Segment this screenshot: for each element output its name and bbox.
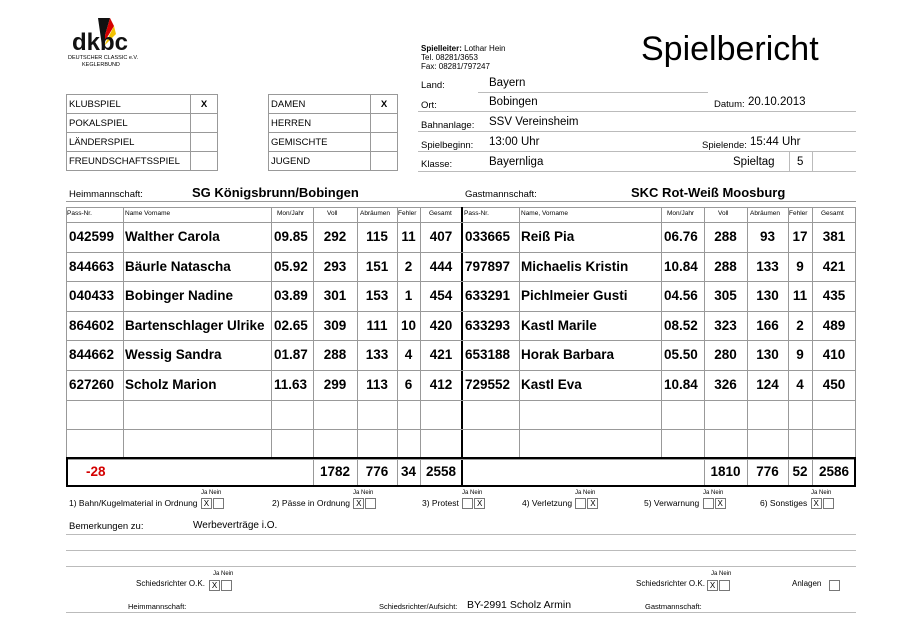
home-abraeumen: 111 <box>366 317 388 333</box>
guest-voll: 288 <box>714 258 737 274</box>
guest-birth-month: 05.50 <box>664 347 698 363</box>
guest-fehler: 9 <box>796 347 804 363</box>
anlagen-box[interactable] <box>829 580 840 591</box>
page-title: Spielbericht <box>641 30 819 68</box>
leader-name: Lothar Hein <box>464 44 506 53</box>
guest-pass-number: 633293 <box>465 317 511 333</box>
home-birth-month: 09.85 <box>274 229 308 244</box>
guest-ref-ja-box[interactable]: X <box>707 580 718 591</box>
leader-label: Spielleiter: <box>421 44 462 53</box>
land-value: Bayern <box>489 77 526 89</box>
check-nein-box[interactable]: X <box>715 498 726 509</box>
guest-fehler: 9 <box>796 258 804 274</box>
category-mark[interactable] <box>371 152 398 171</box>
column-header: Pass-Nr. <box>464 210 489 217</box>
home-total-abr: 776 <box>365 464 389 479</box>
ort-value: Bobingen <box>489 96 538 108</box>
row-line <box>66 370 856 371</box>
row-line <box>66 252 856 253</box>
home-ref-nein-box[interactable] <box>221 580 232 591</box>
category-label: GEMISCHTE <box>269 133 371 152</box>
category-table <box>268 94 398 171</box>
home-gesamt: 444 <box>429 258 453 274</box>
guest-fehler: 11 <box>792 288 808 304</box>
category-label: HERREN <box>269 114 371 133</box>
remarks-label: Bemerkungen zu: <box>69 521 144 532</box>
check-nein-box[interactable]: X <box>474 498 485 509</box>
home-player-name: Wessig Sandra <box>125 347 222 363</box>
guest-gesamt: 410 <box>822 347 846 363</box>
guest-ref-nein-box[interactable] <box>719 580 730 591</box>
game-type-mark[interactable] <box>191 114 218 133</box>
home-total-fehler: 34 <box>400 464 417 479</box>
logo-graphic <box>68 14 148 54</box>
ja-nein-caption: Ja Nein <box>353 490 374 496</box>
game-type-mark[interactable] <box>191 152 218 171</box>
home-voll: 292 <box>323 229 347 244</box>
logo-line1: DEUTSCHER CLASSIC e.V. <box>68 55 139 61</box>
anlagen-label: Anlagen <box>792 579 822 588</box>
check-item <box>644 498 726 509</box>
home-gesamt: 454 <box>429 288 453 304</box>
guest-abraeumen: 93 <box>759 229 776 244</box>
home-birth-month: 02.65 <box>274 317 308 333</box>
guest-total-gesamt: 2586 <box>818 464 850 479</box>
check-nein-box[interactable] <box>365 498 376 509</box>
home-fehler: 4 <box>404 347 413 363</box>
check-ja-box[interactable] <box>462 498 473 509</box>
spieltag-value: 5 <box>797 156 804 168</box>
category-label: DAMEN <box>269 95 371 114</box>
column-header: Pass-Nr. <box>67 210 92 217</box>
guest-pass-number: 797897 <box>465 258 511 274</box>
column-header: Voll <box>327 210 338 217</box>
home-pass-number: 040433 <box>69 288 115 304</box>
home-player-name: Scholz Marion <box>125 377 217 392</box>
guest-voll: 280 <box>714 347 737 363</box>
check-label: 2) Pässe in Ordnung <box>272 498 353 508</box>
home-gesamt: 412 <box>429 377 453 392</box>
guest-abraeumen: 130 <box>756 288 779 304</box>
column-header: Mon/Jahr <box>667 210 695 217</box>
guest-sign-label: Gastmannschaft: <box>645 602 702 611</box>
guest-total-abr: 776 <box>756 464 779 479</box>
check-nein-box[interactable]: X <box>587 498 598 509</box>
column-header: Name, Vorname <box>521 210 568 217</box>
row-line <box>66 311 856 312</box>
home-team-name: SG Königsbrunn/Bobingen <box>192 185 359 200</box>
guest-player-name: Kastl Eva <box>521 377 582 392</box>
guest-player-name: Kastl Marile <box>521 317 597 333</box>
game-type-mark[interactable] <box>191 133 218 152</box>
home-player-name: Bartenschlager Ulrike <box>125 317 265 333</box>
home-fehler: 2 <box>404 258 413 274</box>
home-abraeumen: 113 <box>366 377 388 392</box>
column-header: Abräumen <box>360 210 390 217</box>
check-nein-box[interactable] <box>823 498 834 509</box>
beginn-label: Spielbeginn: <box>421 140 474 151</box>
guest-abraeumen: 130 <box>756 347 779 363</box>
guest-ref-ok-label: Schiedsrichter O.K. <box>636 579 705 588</box>
home-pass-number: 042599 <box>69 229 115 244</box>
guest-voll: 288 <box>714 229 737 244</box>
guest-gesamt: 381 <box>822 229 846 244</box>
datum-value: 20.10.2013 <box>748 96 806 108</box>
referee-label: Schiedsrichter/Aufsicht: <box>379 602 458 611</box>
guest-total-fehler: 52 <box>792 464 808 479</box>
game-type-label: POKALSPIEL <box>67 114 191 133</box>
column-line <box>519 207 520 457</box>
row-line <box>66 429 856 430</box>
home-voll: 309 <box>323 317 347 333</box>
leader-block <box>421 44 506 71</box>
home-fehler: 1 <box>404 288 413 304</box>
guest-voll: 326 <box>714 377 737 392</box>
check-ja-box[interactable]: X <box>201 498 212 509</box>
check-item <box>522 498 598 509</box>
home-pass-number: 864602 <box>69 317 115 333</box>
leader-fax: Fax: 08281/797247 <box>421 62 490 71</box>
home-abraeumen: 133 <box>365 347 389 363</box>
column-header: Name Vorname <box>125 210 171 217</box>
check-label: 4) Verletzung <box>522 498 575 508</box>
column-header: Fehler <box>398 210 417 217</box>
leader-tel: Tel. 08281/3653 <box>421 53 478 62</box>
check-ja-box[interactable]: X <box>811 498 822 509</box>
check-nein-box[interactable] <box>213 498 224 509</box>
home-ref-ok-label: Schiedsrichter O.K. <box>136 579 205 588</box>
column-line <box>123 207 124 457</box>
column-line <box>271 207 272 457</box>
klasse-value: Bayernliga <box>489 156 544 168</box>
column-header: Voll <box>718 210 729 217</box>
guest-pass-number: 633291 <box>465 288 511 304</box>
home-fehler: 6 <box>404 377 413 392</box>
home-gesamt: 421 <box>429 347 453 363</box>
logo-line2: KEGLERBUND <box>82 62 120 68</box>
home-abraeumen: 151 <box>365 258 389 274</box>
guest-team-name: SKC Rot-Weiß Moosburg <box>631 185 786 200</box>
land-label: Land: <box>421 80 445 91</box>
home-ref-ja-box[interactable]: X <box>209 580 220 591</box>
remarks-text: Werbeverträge i.O. <box>193 520 278 531</box>
check-item <box>422 498 485 509</box>
ja-nein-caption: Ja Nein <box>811 490 832 496</box>
guest-player-name: Pichlmeier Gusti <box>521 288 628 304</box>
check-item <box>272 498 376 509</box>
bahn-value: SSV Vereinsheim <box>489 116 579 128</box>
guest-team-label: Gastmannschaft: <box>465 189 537 200</box>
category-mark[interactable] <box>371 114 398 133</box>
beginn-value: 13:00 Uhr <box>489 136 540 148</box>
category-mark[interactable]: X <box>371 95 398 114</box>
check-ja-box[interactable] <box>575 498 586 509</box>
guest-pass-number: 653188 <box>465 347 511 363</box>
home-ref-checks <box>208 577 232 595</box>
column-line <box>661 207 662 457</box>
home-birth-month: 03.89 <box>274 288 308 304</box>
guest-voll: 323 <box>714 317 737 333</box>
guest-player-name: Horak Barbara <box>521 347 615 363</box>
guest-voll: 305 <box>714 288 737 304</box>
home-voll: 301 <box>323 288 347 304</box>
check-label: 5) Verwarnung <box>644 498 702 508</box>
guest-pass-number: 729552 <box>465 377 511 392</box>
check-ja-box[interactable]: X <box>353 498 364 509</box>
column-header: Fehler <box>789 210 808 217</box>
home-gesamt: 407 <box>429 229 453 244</box>
category-mark[interactable] <box>371 133 398 152</box>
column-header: Abräumen <box>750 210 780 217</box>
home-gesamt: 420 <box>429 317 453 333</box>
ja-nein-caption: Ja Nein <box>703 490 724 496</box>
check-item <box>69 498 224 509</box>
row-line <box>66 281 856 282</box>
home-pass-number: 844663 <box>69 258 115 274</box>
home-fehler: 10 <box>400 317 417 333</box>
guest-fehler: 2 <box>796 317 804 333</box>
bahn-label: Bahnanlage: <box>421 120 475 131</box>
game-type-label: FREUNDSCHAFTSSPIEL <box>67 152 191 171</box>
check-ja-box[interactable] <box>703 498 714 509</box>
guest-player-name: Michaelis Kristin <box>521 258 629 274</box>
guest-birth-month: 06.76 <box>664 229 698 244</box>
home-total-gesamt: 2558 <box>425 464 457 479</box>
game-type-label: LÄNDERSPIEL <box>67 133 191 152</box>
ort-label: Ort: <box>421 100 437 111</box>
home-pass-number: 844662 <box>69 347 115 363</box>
ende-label: Spielende: <box>702 140 747 151</box>
guest-gesamt: 489 <box>822 317 846 333</box>
guest-gesamt: 435 <box>822 288 846 304</box>
anlagen-box-wrap <box>828 577 840 595</box>
guest-abraeumen: 124 <box>756 377 779 392</box>
guest-pass-number: 033665 <box>465 229 511 244</box>
home-voll: 299 <box>323 377 347 392</box>
home-sign-label: Heimmannschaft: <box>128 602 187 611</box>
check-item <box>760 498 834 509</box>
guest-abraeumen: 166 <box>756 317 779 333</box>
ja-nein-caption: Ja Nein <box>575 490 596 496</box>
guest-birth-month: 10.84 <box>664 258 698 274</box>
home-voll: 293 <box>323 258 347 274</box>
home-birth-month: 11.63 <box>274 377 308 392</box>
logo <box>68 14 148 72</box>
header-line <box>66 222 856 223</box>
home-birth-month: 05.92 <box>274 258 308 274</box>
score-table <box>66 207 856 487</box>
row-line <box>66 400 856 401</box>
home-abraeumen: 115 <box>366 229 388 244</box>
game-type-label: KLUBSPIEL <box>67 95 191 114</box>
home-abraeumen: 153 <box>365 288 389 304</box>
guest-birth-month: 08.52 <box>664 317 698 333</box>
spieltag-label: Spieltag <box>733 156 775 168</box>
ende-value: 15:44 Uhr <box>750 136 801 148</box>
home-voll: 288 <box>323 347 347 363</box>
home-pass-number: 627260 <box>69 377 115 392</box>
home-team-label: Heimmannschaft: <box>69 189 143 200</box>
guest-birth-month: 04.56 <box>664 288 698 304</box>
guest-ref-janein: Ja Nein <box>711 571 732 577</box>
ja-nein-caption: Ja Nein <box>462 490 483 496</box>
column-header: Gesamt <box>429 210 452 217</box>
klasse-label: Klasse: <box>421 159 453 170</box>
guest-birth-month: 10.84 <box>664 377 698 392</box>
check-label: 1) Bahn/Kugelmaterial in Ordnung <box>69 498 200 508</box>
referee-name: BY-2991 Scholz Armin <box>467 599 572 611</box>
guest-gesamt: 421 <box>822 258 846 274</box>
category-label: JUGEND <box>269 152 371 171</box>
datum-label: Datum: <box>714 99 745 110</box>
home-fehler: 11 <box>401 229 416 244</box>
home-ref-janein: Ja Nein <box>213 571 234 577</box>
home-total-voll: 1782 <box>319 464 351 479</box>
home-birth-month: 01.87 <box>274 347 308 363</box>
column-header: Gesamt <box>821 210 844 217</box>
home-player-name: Bäurle Natascha <box>125 258 231 274</box>
guest-gesamt: 450 <box>822 377 846 392</box>
home-player-name: Walther Carola <box>125 229 220 244</box>
check-label: 3) Protest <box>422 498 462 508</box>
guest-ref-checks <box>706 577 730 595</box>
guest-fehler: 4 <box>796 377 804 392</box>
game-type-table <box>66 94 218 171</box>
ja-nein-caption: Ja Nein <box>201 490 222 496</box>
guest-abraeumen: 133 <box>756 258 779 274</box>
guest-fehler: 17 <box>792 229 808 244</box>
score-difference: -28 <box>86 464 106 479</box>
logo-letters: dkbc <box>72 29 129 54</box>
game-type-mark[interactable]: X <box>191 95 218 114</box>
row-line <box>66 340 856 341</box>
home-player-name: Bobinger Nadine <box>125 288 234 304</box>
column-header: Mon/Jahr <box>277 210 305 217</box>
check-label: 6) Sonstiges <box>760 498 810 508</box>
guest-total-voll: 1810 <box>710 464 741 479</box>
guest-player-name: Reiß Pia <box>521 229 575 244</box>
